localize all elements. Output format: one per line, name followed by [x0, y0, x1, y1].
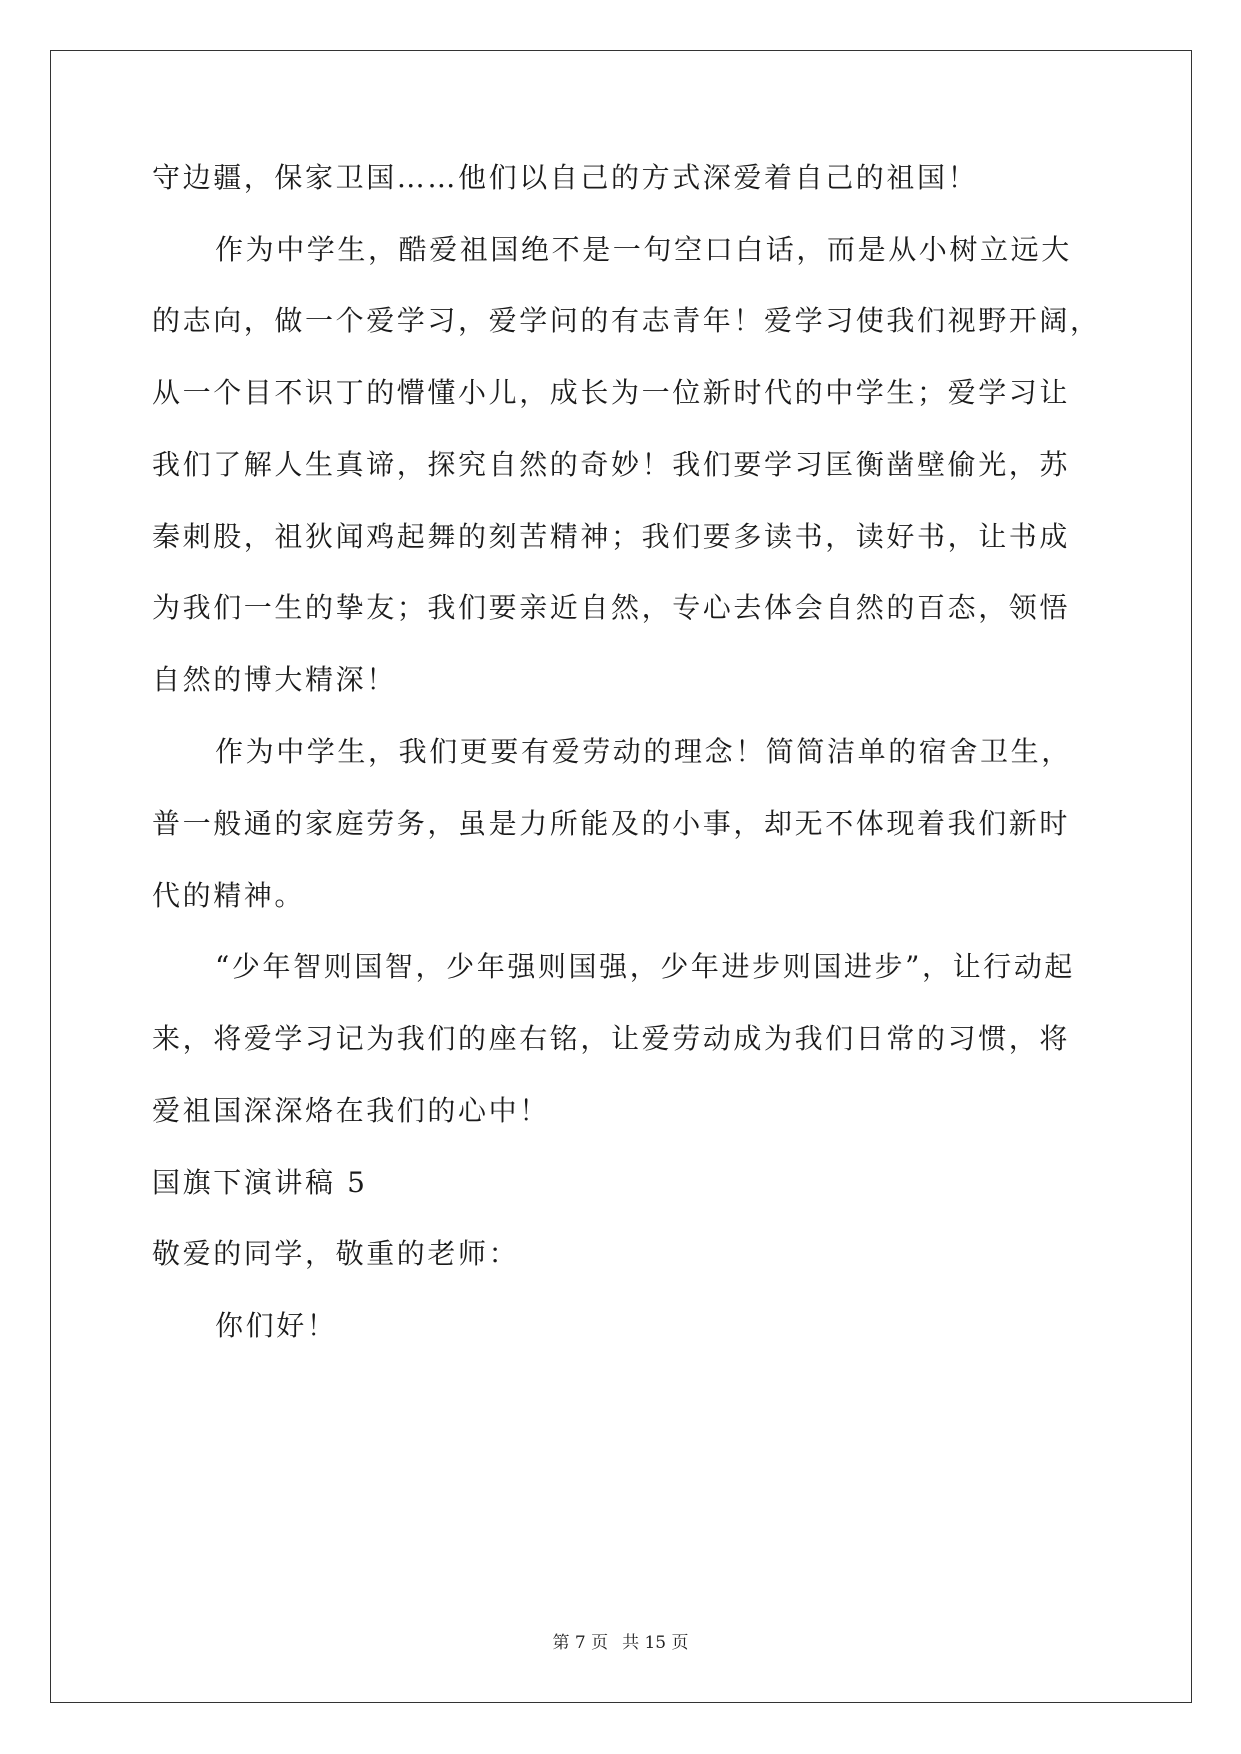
text-line: 作为中学生，酷爱祖国绝不是一句空口白话，而是从小树立远大	[215, 233, 1072, 266]
text-line: 为我们一生的挚友；我们要亲近自然，专心去体会自然的百态，领悟	[152, 591, 1071, 624]
text-line: 普一般通的家庭劳务，虽是力所能及的小事，却无不体现着我们新时	[152, 807, 1071, 840]
page-total: 共 15 页	[622, 1633, 689, 1653]
text-line: 自然的博大精深！	[152, 663, 397, 696]
section-heading: 国旗下演讲稿 5	[152, 1166, 368, 1199]
salutation: 敬爱的同学，敬重的老师：	[152, 1237, 520, 1270]
page-border	[50, 50, 1192, 1703]
text-line: 从一个目不识丁的懵懂小儿，成长为一位新时代的中学生；爱学习让	[152, 376, 1071, 409]
text-line: 作为中学生，我们更要有爱劳动的理念！简简洁单的宿舍卫生，	[215, 735, 1072, 768]
text-line: 爱祖国深深烙在我们的心中！	[152, 1094, 550, 1127]
text-line: 的志向，做一个爱学习，爱学问的有志青年！爱学习使我们视野开阔，	[152, 304, 1101, 337]
text-line: 来，将爱学习记为我们的座右铭，让爱劳动成为我们日常的习惯，将	[152, 1022, 1071, 1055]
greeting: 你们好！	[215, 1309, 338, 1342]
text-line: “少年智则国智，少年强则国强，少年进步则国进步”，让行动起	[215, 950, 1076, 983]
text-line: 守边疆，保家卫国……他们以自己的方式深爱着自己的祖国！	[152, 161, 979, 194]
page-number: 第 7 页	[552, 1633, 609, 1653]
text-line: 代的精神。	[152, 879, 306, 912]
text-line: 秦刺股，祖狄闻鸡起舞的刻苦精神；我们要多读书，读好书，让书成	[152, 520, 1071, 553]
text-line: 我们了解人生真谛，探究自然的奇妙！我们要学习匡衡凿壁偷光，苏	[152, 448, 1071, 481]
page-footer	[0, 1628, 1241, 1653]
